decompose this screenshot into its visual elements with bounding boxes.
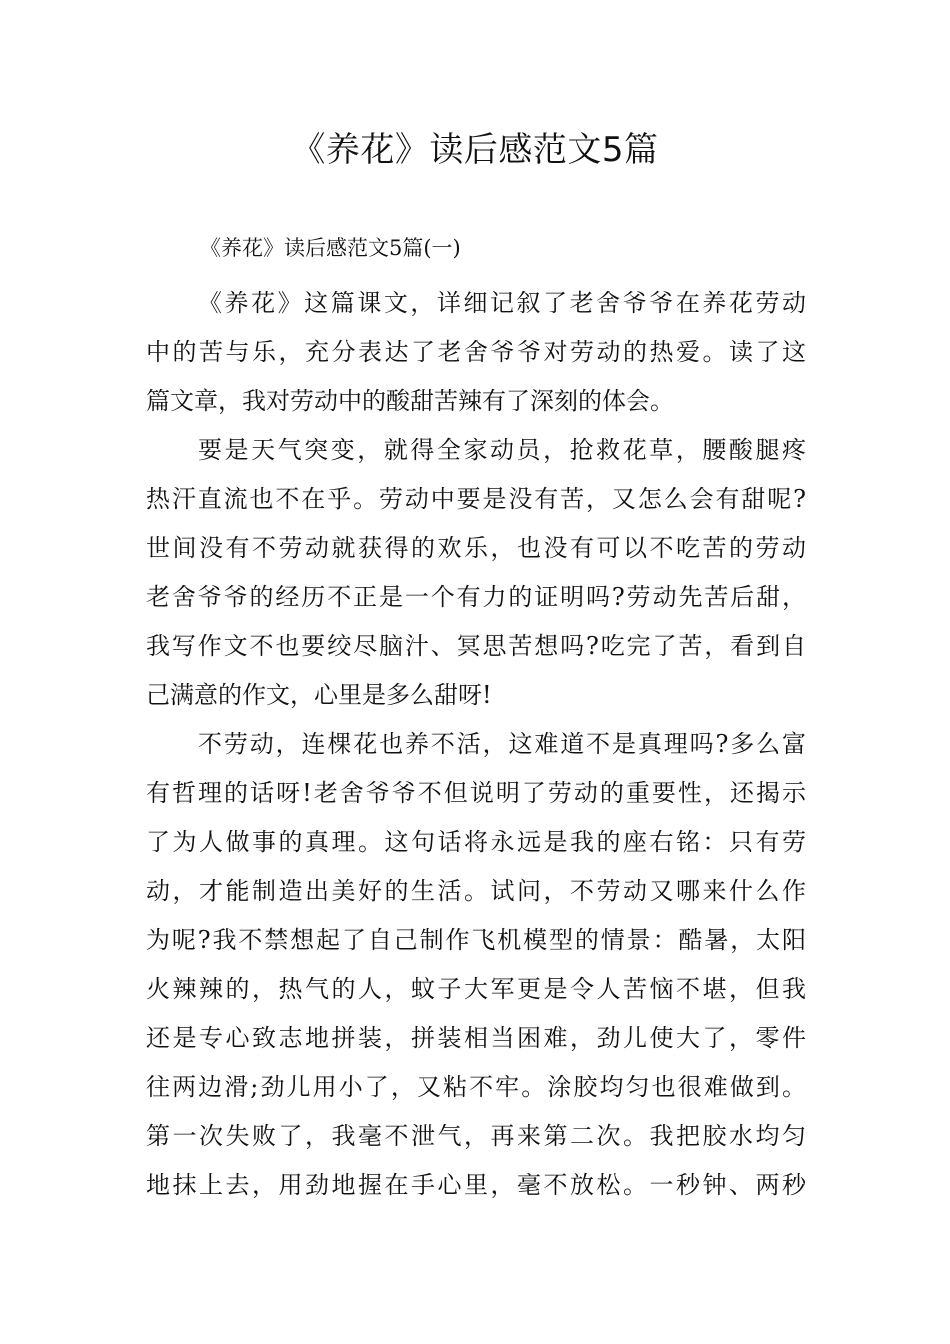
text-line: 往两边滑;劲儿用小了，又粘不牢。涂胶均匀也很难做到。 xyxy=(146,1073,806,1101)
text-line: 《养花》这篇课文，详细记叙了老舍爷爷在养花劳动 xyxy=(198,289,806,317)
text-line: 第一次失败了，我毫不泄气，再来第二次。我把胶水均匀 xyxy=(146,1122,806,1150)
text-line: 我写作文不也要绞尽脑汁、冥思苦想吗?吃完了苦，看到自 xyxy=(146,632,806,660)
text-line: 动，才能制造出美好的生活。试问，不劳动又哪来什么作 xyxy=(146,877,806,905)
text-line: 火辣辣的，热气的人，蚊子大军更是令人苦恼不堪，但我 xyxy=(146,975,806,1003)
text-line: 世间没有不劳动就获得的欢乐，也没有可以不吃苦的劳动 xyxy=(146,534,806,562)
text-line: 己满意的作文，心里是多么甜呀! xyxy=(146,681,492,709)
text-line: 为呢?我不禁想起了自己制作飞机模型的情景：酷暑，太阳 xyxy=(146,926,806,954)
section-subtitle: 《养花》读后感范文5篇(一) xyxy=(200,236,461,260)
text-line: 热汗直流也不在乎。劳动中要是没有苦，又怎么会有甜呢? xyxy=(146,485,806,513)
text-line: 了为人做事的真理。这句话将永远是我的座右铭：只有劳 xyxy=(146,828,806,856)
paragraph-1 xyxy=(146,279,806,426)
text-line: 不劳动，连棵花也养不活，这难道不是真理吗?多么富 xyxy=(198,730,806,758)
document-title: 《养花》读后感范文5篇 xyxy=(291,130,659,170)
text-line: 要是天气突变，就得全家动员，抢救花草，腰酸腿疼 xyxy=(198,436,806,464)
paragraph-2 xyxy=(146,426,806,720)
text-line: 还是专心致志地拼装，拼装相当困难，劲儿使大了，零件 xyxy=(146,1024,806,1052)
document-body xyxy=(146,279,806,1210)
paragraph-3 xyxy=(146,720,806,1210)
text-line: 地抹上去，用劲地握在手心里，毫不放松。一秒钟、两秒 xyxy=(146,1171,806,1199)
text-line: 篇文章，我对劳动中的酸甜苦辣有了深刻的体会。 xyxy=(146,387,674,415)
text-line: 老舍爷爷的经历不正是一个有力的证明吗?劳动先苦后甜， xyxy=(146,583,806,611)
text-line: 中的苦与乐，充分表达了老舍爷爷对劳动的热爱。读了这 xyxy=(146,338,806,366)
text-line: 有哲理的话呀!老舍爷爷不但说明了劳动的重要性，还揭示 xyxy=(146,779,806,807)
